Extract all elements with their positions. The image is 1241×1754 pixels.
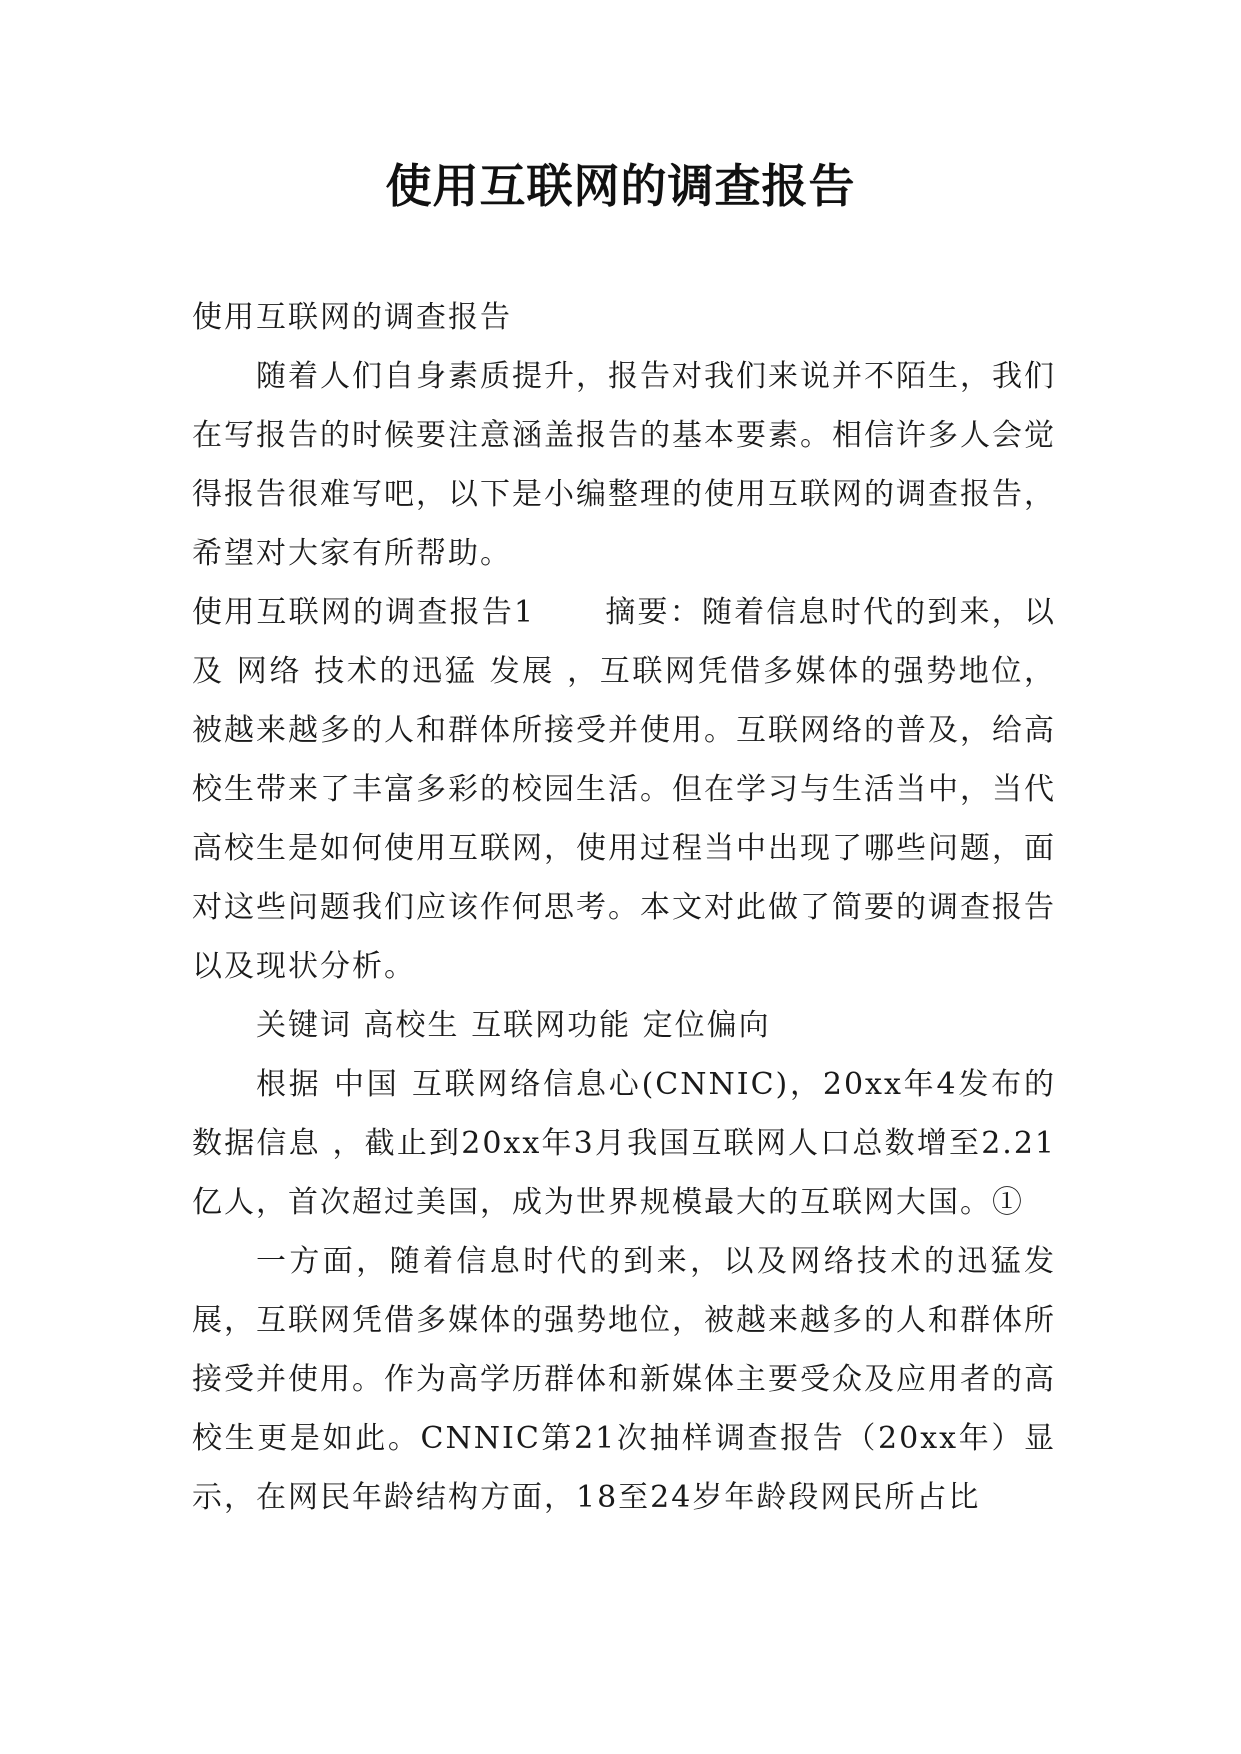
keywords-paragraph: 关键词 高校生 互联网功能 定位偏向 — [256, 1008, 771, 1043]
cnnic-paragraph: 根据 中国 互联网络信息心(CNNIC)，20xx年4发布的数据信息 ，截止到20xx年3月我国互联网人口总数增至2.21亿人，首次超过美国，成为世界规模最大的互联网大国。① — [192, 1067, 1056, 1220]
document-body — [192, 288, 1056, 1527]
section-heading: 使用互联网的调查报告1 — [192, 595, 536, 630]
document-heading: 使用互联网的调查报告 — [192, 300, 512, 335]
intro-paragraph: 随着人们自身素质提升，报告对我们来说并不陌生，我们在写报告的时候要注意涵盖报告的基本要素。相信许多人会觉得报告很难写吧，以下是小编整理的使用互联网的调查报告，希望对大家有所帮助。 — [192, 359, 1056, 571]
document-title: 使用互联网的调查报告 — [385, 159, 856, 213]
abstract-text: 摘要：随着信息时代的到来，以及 网络 技术的迅猛 发展 ，互联网凭借多媒体的强势地位，被越来越多的人和群体所接受并使用。互联网络的普及，给高校生带来了丰富多彩的校园生活。但在学习与生活当中，当代高校生是如何使用互联网，使用过程当中出现了哪些问题，面对这些问题我们应该作何思考。本文对此做了简要的调查报告以及现状分析。 — [192, 595, 1057, 984]
abstract-paragraph — [192, 583, 1056, 996]
trend-paragraph: 一方面，随着信息时代的到来，以及网络技术的迅猛发展，互联网凭借多媒体的强势地位，被越来越多的人和群体所接受并使用。作为高学历群体和新媒体主要受众及应用者的高校生更是如此。CNNIC第21次抽样调查报告（20xx年）显示，在网民年龄结构方面，18至24岁年龄段网民所占比 — [192, 1244, 1056, 1515]
